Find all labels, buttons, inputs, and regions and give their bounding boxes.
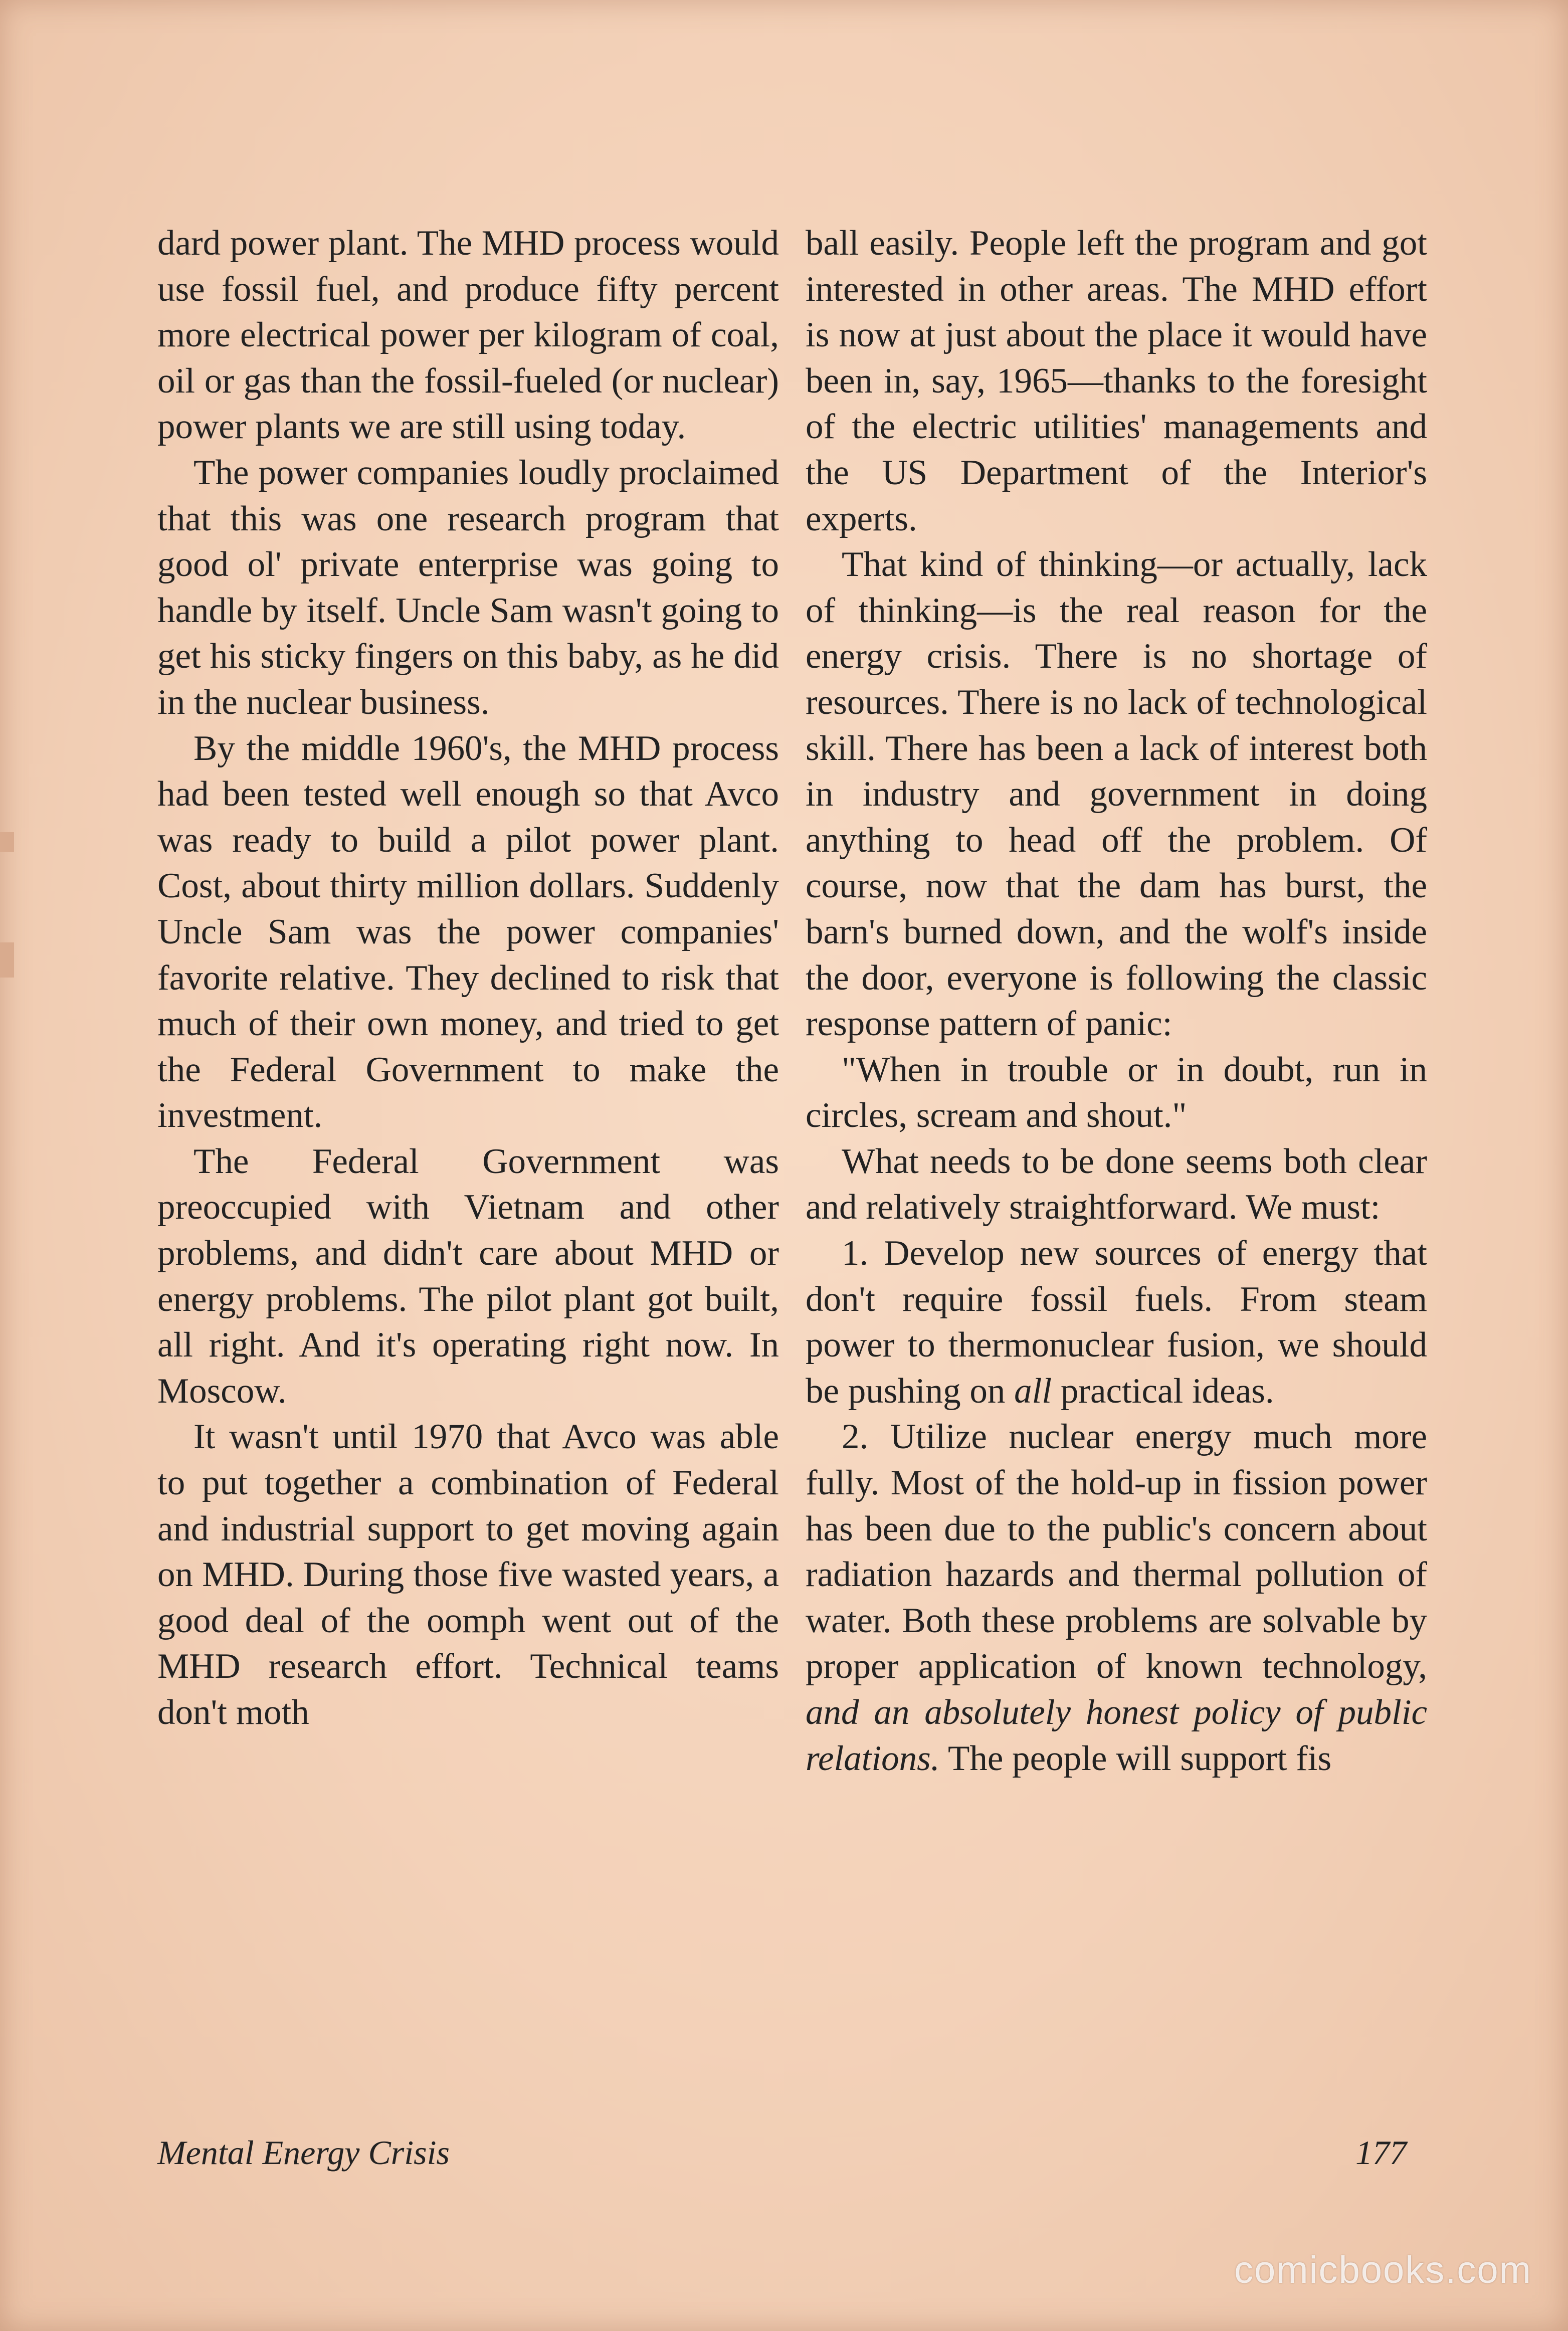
page-number: 177 [1355,2133,1407,2172]
paragraph [806,1139,1427,1231]
right-text-column [806,221,1427,1782]
paragraph-text: The power companies loudly proclaimed that this was one research program that good ol' private enterprise was going to handle by itself. Uncle Sam wasn't going to get his sticky fingers on this baby, as he did in the nuclear business. [157,453,779,722]
paragraph-text: That kind of thinking—or actually, lack of thinking—is the real reason for the energy crisis. There is no shortage of resources. There is no lack of technological skill. There has been a lack of interest both in industry and government in doing anything to head off the problem. Of course, now that the dam has burst, the barn's burned down, and the wolf's inside the door, everyone is following the classic response pattern of panic: [806,545,1427,1044]
paragraph-text: By the middle 1960's, the MHD process had been tested well enough so that Avco was ready to build a pilot power plant. Cost, about thirty million dollars. Suddenly Uncle Sam was the power companies' favorite relative. They declined to risk that much of their own money, and tried to get the Federal Government to make the investment. [157,728,779,1135]
paragraph-text: dard power plant. The MHD process would use fossil fuel, and produce fifty percent more electrical power per kilogram of coal, oil or gas than the fossil-fueled (or nuclear) power plants we are still using today. [157,224,779,447]
paragraph-text: practical ideas. [1052,1371,1274,1411]
italic-text: all [1014,1371,1052,1411]
watermark-logo: comicbooks.com [1234,2249,1532,2291]
italic-text: and an absolutely honest policy of public relations. [806,1693,1427,1778]
paragraph-text: ball easily. People left the program and got interested in other areas. The MHD effort is now at just about the place it would have been in, say, 1965—thanks to the foresight of the electric utilities' managements and the US Department of the Interior's experts. [806,224,1427,538]
paragraph [157,221,779,450]
paragraph [806,542,1427,1047]
paragraph [806,221,1427,542]
paragraph [157,726,779,1139]
paragraph [157,450,779,726]
paragraph [806,1231,1427,1414]
page-tear-mark [0,832,14,852]
paragraph-text: What needs to be done seems both clear and relatively straightforward. We must: [806,1141,1427,1227]
paragraph [806,1047,1427,1139]
paragraph [806,1414,1427,1782]
paragraph-text: The Federal Government was preoccupied with Vietnam and other problems, and didn't care about MHD or energy problems. The pilot plant got built, all right. And it's operating right now. In Moscow. [157,1141,779,1411]
left-text-column [157,221,779,1736]
paragraph [157,1414,779,1735]
running-footer-title: Mental Energy Crisis [157,2133,450,2172]
paragraph-text: "When in trouble or in doubt, run in circles, scream and shout." [806,1050,1427,1135]
page-tear-mark [0,942,14,978]
paragraph-text: The people will support fis [939,1738,1332,1778]
paragraph-text: 2. Utilize nuclear energy much more fully. Most of the hold-up in fission power has been due to the public's concern about radiation hazards and thermal pollution of water. Both these problems are solvable by proper application of known technology, [806,1417,1427,1686]
paragraph-text: 1. Develop new sources of energy that don't require fossil fuels. From steam power to thermonuclear fusion, we should be pushing on [806,1234,1427,1411]
paragraph-text: It wasn't until 1970 that Avco was able to put together a combination of Federal and industrial support to get moving again on MHD. During those five wasted years, a good deal of the oomph went out of the MHD research effort. Technical teams don't moth [157,1417,779,1732]
paragraph [157,1139,779,1415]
